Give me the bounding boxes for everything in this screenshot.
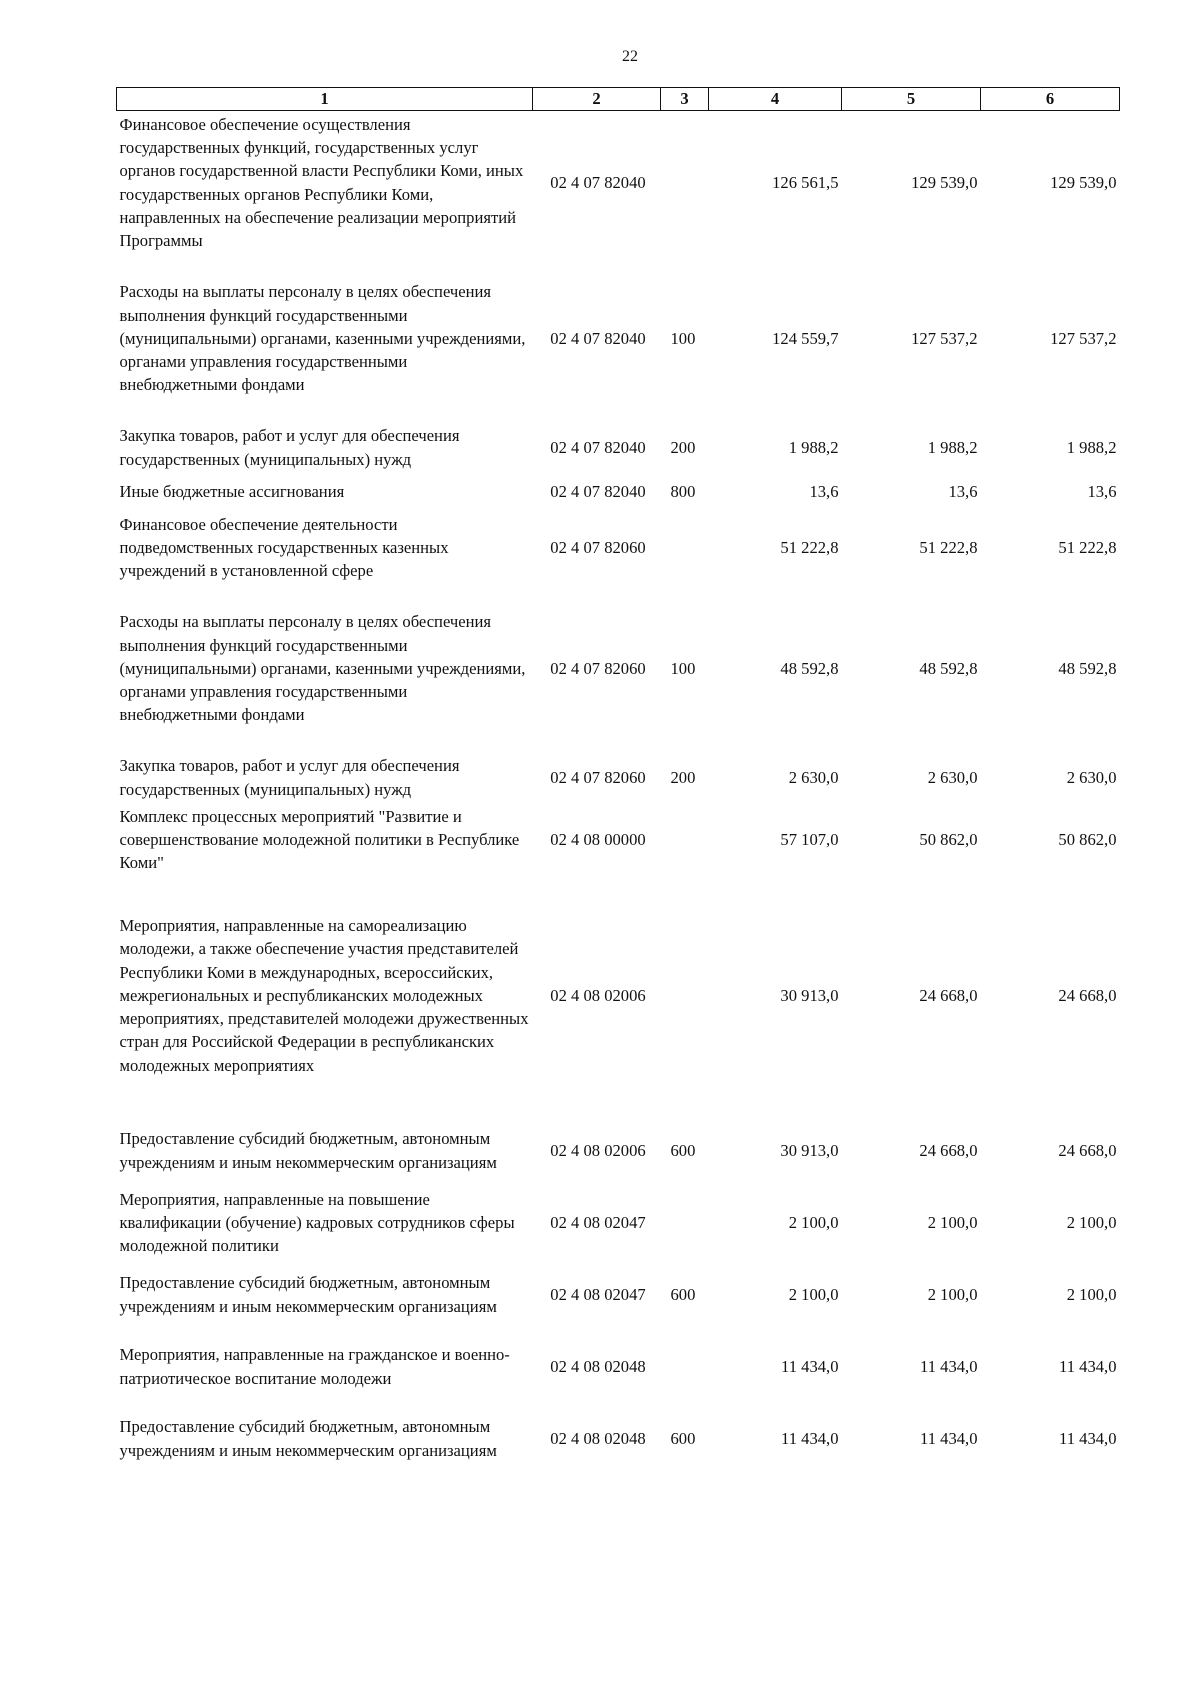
row-amount-col5: 2 100,0 xyxy=(927,1212,978,1232)
row-amount-col6: 2 630,0 xyxy=(1066,767,1117,787)
row-amount-col5: 127 537,2 xyxy=(911,328,978,348)
table-row xyxy=(117,609,1120,729)
row-amount-col4: 2 630,0 xyxy=(788,767,839,787)
row-spacer xyxy=(117,255,1120,279)
table-row xyxy=(117,1187,1120,1259)
row-name: Закупка товаров, работ и услуг для обеспечения государственных (муниципальных) нужд xyxy=(119,426,460,469)
row-amount-col6: 11 434,0 xyxy=(1059,1356,1117,1376)
row-amount-col5: 2 630,0 xyxy=(927,767,978,787)
row-amount-col6: 51 222,8 xyxy=(1058,537,1117,557)
table-row xyxy=(117,473,1120,511)
table-row xyxy=(117,1259,1120,1331)
row-amount-col4: 124 559,7 xyxy=(772,328,839,348)
row-amount-col5: 24 668,0 xyxy=(919,1140,978,1160)
row-amount-col4: 13,6 xyxy=(809,481,839,501)
row-spacer xyxy=(117,399,1120,423)
table-row xyxy=(117,111,1120,255)
row-amount-col6: 11 434,0 xyxy=(1059,1428,1117,1448)
row-name: Иные бюджетные ассигнования xyxy=(119,481,345,501)
table-row xyxy=(117,279,1120,399)
row-expense-type: 800 xyxy=(670,481,696,501)
row-expense-type: 600 xyxy=(670,1284,696,1304)
row-amount-col4: 48 592,8 xyxy=(780,658,839,678)
row-target-code: 02 4 08 02006 xyxy=(550,1140,646,1160)
row-amount-col4: 2 100,0 xyxy=(788,1212,839,1232)
row-amount-col5: 129 539,0 xyxy=(911,173,978,193)
table-row xyxy=(117,803,1120,877)
row-amount-col5: 50 862,0 xyxy=(919,829,978,849)
row-name: Финансовое обеспечение осуществления государственных функций, государственных услуг органов государственной власти Республики Коми, иных государственных органов Республики Коми, направленных на обеспечение реализации мероприятий Программы xyxy=(119,114,524,251)
row-expense-type: 100 xyxy=(670,658,696,678)
row-amount-col4: 1 988,2 xyxy=(788,437,839,457)
row-name: Комплекс процессных мероприятий "Развитие и совершенствование молодежной политики в Республике Коми" xyxy=(119,806,520,873)
row-expense-type xyxy=(661,901,709,1091)
table-row xyxy=(117,901,1120,1091)
row-amount-col6: 48 592,8 xyxy=(1058,658,1117,678)
row-expense-type xyxy=(661,511,709,585)
budget-table xyxy=(116,87,1120,1475)
row-amount-col5: 48 592,8 xyxy=(919,658,978,678)
row-target-code: 02 4 07 82040 xyxy=(550,481,646,501)
row-target-code: 02 4 08 02047 xyxy=(550,1212,646,1232)
table-row xyxy=(117,1115,1120,1187)
row-target-code: 02 4 08 02006 xyxy=(550,985,646,1005)
row-amount-col6: 129 539,0 xyxy=(1050,173,1117,193)
row-amount-col5: 2 100,0 xyxy=(927,1284,978,1304)
row-name: Предоставление субсидий бюджетным, автономным учреждениям и иным некоммерческим организациям xyxy=(119,1417,497,1460)
row-spacer xyxy=(117,585,1120,609)
row-target-code: 02 4 07 82040 xyxy=(550,437,646,457)
row-amount-col4: 2 100,0 xyxy=(788,1284,839,1304)
row-name: Мероприятия, направленные на повышение квалификации (обучение) кадровых сотрудников сферы молодежной политики xyxy=(119,1189,515,1256)
row-expense-type: 100 xyxy=(670,328,696,348)
row-amount-col5: 11 434,0 xyxy=(920,1356,978,1376)
table-row xyxy=(117,423,1120,473)
row-target-code: 02 4 08 02048 xyxy=(550,1356,646,1376)
page-number: 22 xyxy=(622,48,638,65)
row-target-code: 02 4 07 82040 xyxy=(550,328,646,348)
row-expense-type: 200 xyxy=(670,767,696,787)
row-amount-col6: 24 668,0 xyxy=(1058,1140,1117,1160)
row-name: Предоставление субсидий бюджетным, автономным учреждениям и иным некоммерческим организациям xyxy=(119,1129,497,1172)
row-amount-col6: 1 988,2 xyxy=(1066,437,1117,457)
row-name: Расходы на выплаты персоналу в целях обеспечения выполнения функций государственными (муниципальными) органами, казенными учреждениями, органами управления государственными внебюджетными фондами xyxy=(119,612,526,725)
row-spacer xyxy=(117,1091,1120,1115)
row-amount-col5: 1 988,2 xyxy=(927,437,978,457)
row-expense-type xyxy=(661,1331,709,1403)
column-header: 5 xyxy=(842,88,981,111)
row-amount-col6: 2 100,0 xyxy=(1066,1212,1117,1232)
row-target-code: 02 4 07 82040 xyxy=(550,173,646,193)
row-amount-col4: 126 561,5 xyxy=(772,173,839,193)
row-amount-col5: 24 668,0 xyxy=(919,985,978,1005)
row-spacer xyxy=(117,729,1120,753)
row-spacer xyxy=(117,877,1120,901)
row-amount-col4: 57 107,0 xyxy=(780,829,839,849)
row-target-code: 02 4 08 00000 xyxy=(550,829,646,849)
row-amount-col5: 11 434,0 xyxy=(920,1428,978,1448)
row-name: Финансовое обеспечение деятельности подведомственных государственных казенных учреждений в установленной сфере xyxy=(119,514,449,581)
column-header: 3 xyxy=(661,88,709,111)
row-expense-type xyxy=(661,803,709,877)
row-amount-col6: 24 668,0 xyxy=(1058,985,1117,1005)
row-target-code: 02 4 08 02048 xyxy=(550,1428,646,1448)
table-row xyxy=(117,511,1120,585)
row-amount-col4: 11 434,0 xyxy=(781,1428,839,1448)
row-name: Закупка товаров, работ и услуг для обеспечения государственных (муниципальных) нужд xyxy=(119,756,460,799)
row-name: Предоставление субсидий бюджетным, автономным учреждениям и иным некоммерческим организациям xyxy=(119,1273,497,1316)
row-amount-col6: 13,6 xyxy=(1087,481,1117,501)
row-amount-col4: 51 222,8 xyxy=(780,537,839,557)
table-row xyxy=(117,1331,1120,1403)
table-row xyxy=(117,1403,1120,1475)
column-header: 1 xyxy=(117,88,533,111)
row-amount-col6: 50 862,0 xyxy=(1058,829,1117,849)
row-target-code: 02 4 07 82060 xyxy=(550,537,646,557)
table-header-row xyxy=(117,88,1120,111)
row-target-code: 02 4 07 82060 xyxy=(550,767,646,787)
row-amount-col4: 30 913,0 xyxy=(780,1140,839,1160)
row-target-code: 02 4 08 02047 xyxy=(550,1284,646,1304)
row-name: Расходы на выплаты персоналу в целях обеспечения выполнения функций государственными (муниципальными) органами, казенными учреждениями, органами управления государственными внебюджетными фондами xyxy=(119,282,526,395)
row-amount-col5: 13,6 xyxy=(948,481,978,501)
column-header: 6 xyxy=(981,88,1120,111)
row-expense-type xyxy=(661,111,709,255)
column-header: 4 xyxy=(709,88,842,111)
row-amount-col6: 2 100,0 xyxy=(1066,1284,1117,1304)
row-name: Мероприятия, направленные на гражданское и военно-патриотическое воспитание молодежи xyxy=(119,1345,510,1388)
row-target-code: 02 4 07 82060 xyxy=(550,658,646,678)
table-row xyxy=(117,753,1120,803)
row-name: Мероприятия, направленные на самореализацию молодежи, а также обеспечение участия представителей Республики Коми в международных, всероссийских, межрегиональных и республиканских молодежных мероприятиях, представителей молодежи дружественных стран для Российской Федерации в республиканских молодежных мероприятиях xyxy=(119,915,529,1075)
column-header: 2 xyxy=(533,88,661,111)
row-expense-type: 200 xyxy=(670,437,696,457)
row-amount-col4: 30 913,0 xyxy=(780,985,839,1005)
row-expense-type: 600 xyxy=(670,1428,696,1448)
row-amount-col5: 51 222,8 xyxy=(919,537,978,557)
row-amount-col4: 11 434,0 xyxy=(781,1356,839,1376)
row-expense-type xyxy=(661,1187,709,1259)
row-expense-type: 600 xyxy=(670,1140,696,1160)
row-amount-col6: 127 537,2 xyxy=(1050,328,1117,348)
